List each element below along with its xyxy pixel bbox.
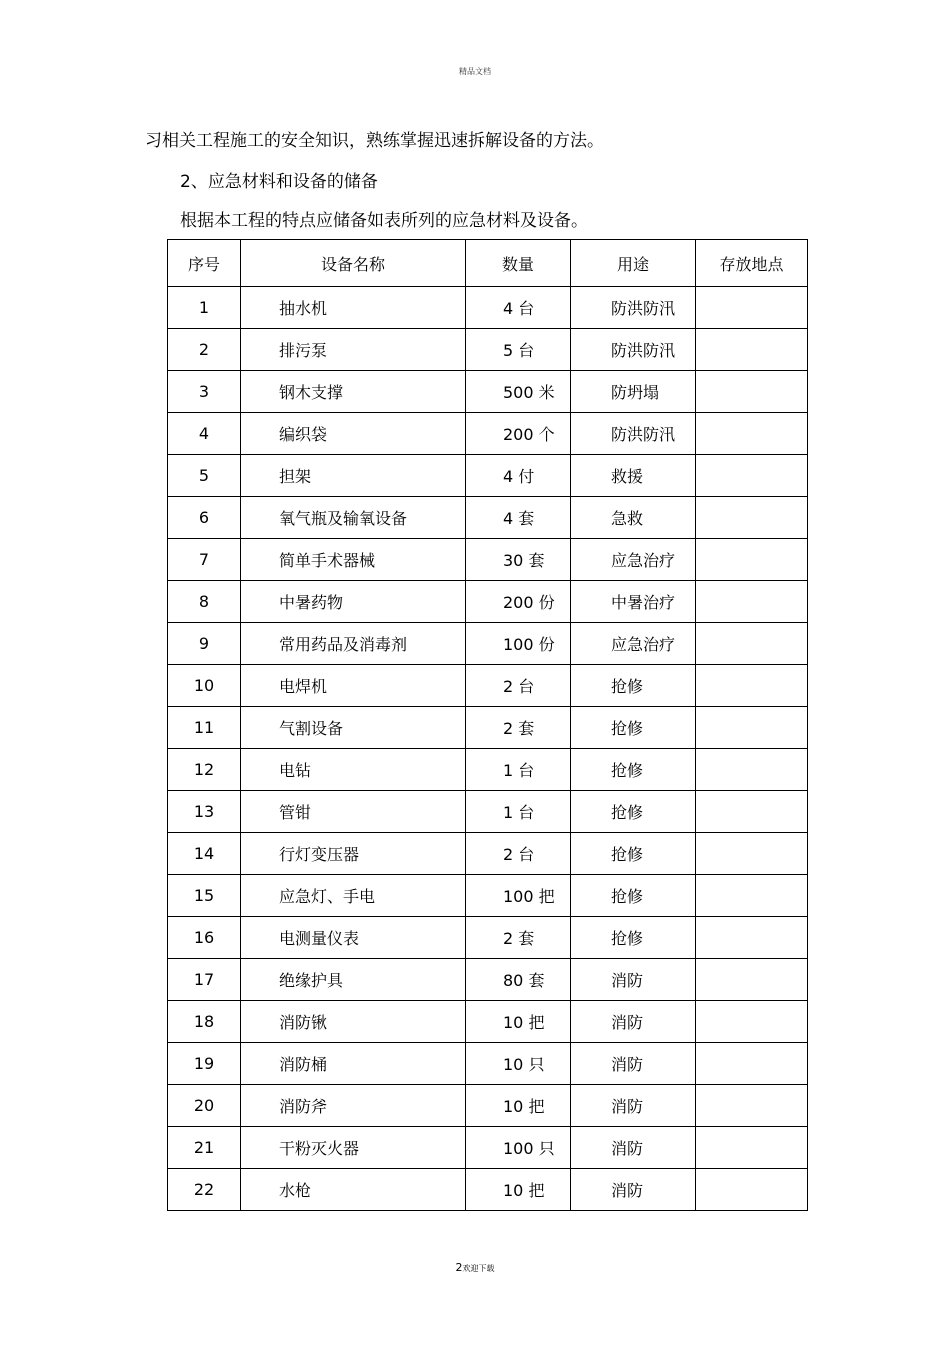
header-seq: 序号 [168,240,241,287]
cell-quantity: 4 套 [466,497,571,539]
cell-seq: 22 [168,1169,241,1211]
cell-quantity: 2 套 [466,707,571,749]
cell-location [696,833,808,875]
paragraph-table-intro: 根据本工程的特点应储备如表所列的应急材料及设备。 [180,211,588,231]
cell-location [696,749,808,791]
cell-purpose: 消防 [571,1085,696,1127]
cell-location [696,791,808,833]
cell-quantity: 2 台 [466,665,571,707]
cell-seq: 8 [168,581,241,623]
cell-quantity: 5 台 [466,329,571,371]
cell-name: 应急灯、手电 [241,875,466,917]
cell-quantity: 10 把 [466,1169,571,1211]
cell-seq: 9 [168,623,241,665]
table-row [168,455,808,497]
cell-location [696,539,808,581]
cell-name: 排污泵 [241,329,466,371]
cell-quantity: 10 把 [466,1085,571,1127]
table-row [168,1085,808,1127]
cell-location [696,707,808,749]
page-header-watermark: 精品文档 [459,67,491,76]
table-row [168,875,808,917]
cell-quantity: 500 米 [466,371,571,413]
cell-seq: 4 [168,413,241,455]
cell-name: 担架 [241,455,466,497]
cell-seq: 15 [168,875,241,917]
table-row [168,959,808,1001]
cell-seq: 16 [168,917,241,959]
table-row [168,287,808,329]
table-row [168,749,808,791]
cell-seq: 2 [168,329,241,371]
cell-purpose: 防洪防汛 [571,287,696,329]
cell-location [696,1127,808,1169]
cell-location [696,623,808,665]
cell-purpose: 中暑治疗 [571,581,696,623]
cell-quantity: 4 台 [466,287,571,329]
cell-purpose: 消防 [571,1127,696,1169]
cell-name: 管钳 [241,791,466,833]
cell-quantity: 80 套 [466,959,571,1001]
cell-purpose: 抢修 [571,875,696,917]
cell-seq: 7 [168,539,241,581]
cell-purpose: 抢修 [571,749,696,791]
header-location: 存放地点 [696,240,808,287]
cell-purpose: 防洪防汛 [571,329,696,371]
table-row [168,1043,808,1085]
cell-quantity: 200 个 [466,413,571,455]
table-body [168,287,808,1211]
table-row [168,833,808,875]
cell-purpose: 消防 [571,1043,696,1085]
cell-name: 消防桶 [241,1043,466,1085]
table-row [168,917,808,959]
cell-location [696,665,808,707]
cell-purpose: 抢修 [571,665,696,707]
cell-seq: 13 [168,791,241,833]
cell-purpose: 急救 [571,497,696,539]
cell-location [696,413,808,455]
table-row [168,329,808,371]
cell-name: 水枪 [241,1169,466,1211]
cell-seq: 18 [168,1001,241,1043]
table-row [168,1127,808,1169]
cell-quantity: 100 份 [466,623,571,665]
cell-seq: 14 [168,833,241,875]
table-row [168,665,808,707]
cell-seq: 20 [168,1085,241,1127]
section-heading-emergency-materials: 2、应急材料和设备的储备 [180,172,378,192]
cell-seq: 5 [168,455,241,497]
footer-text: 欢迎下载 [462,1264,495,1273]
cell-purpose: 救援 [571,455,696,497]
emergency-equipment-table [167,239,808,1211]
cell-name: 电钻 [241,749,466,791]
cell-purpose: 抢修 [571,833,696,875]
cell-quantity: 10 只 [466,1043,571,1085]
table-row [168,581,808,623]
cell-location [696,581,808,623]
cell-name: 常用药品及消毒剂 [241,623,466,665]
page-footer [0,1261,950,1274]
cell-location [696,497,808,539]
cell-seq: 19 [168,1043,241,1085]
cell-quantity: 1 台 [466,749,571,791]
cell-seq: 17 [168,959,241,1001]
cell-quantity: 100 把 [466,875,571,917]
cell-name: 绝缘护具 [241,959,466,1001]
cell-name: 消防斧 [241,1085,466,1127]
cell-location [696,1085,808,1127]
cell-quantity: 2 套 [466,917,571,959]
table-row [168,539,808,581]
cell-seq: 11 [168,707,241,749]
cell-name: 钢木支撑 [241,371,466,413]
cell-name: 电焊机 [241,665,466,707]
cell-purpose: 防洪防汛 [571,413,696,455]
cell-location [696,875,808,917]
header-name: 设备名称 [241,240,466,287]
cell-location [696,455,808,497]
cell-purpose: 消防 [571,1001,696,1043]
cell-location [696,1001,808,1043]
table-row [168,623,808,665]
cell-quantity: 2 台 [466,833,571,875]
cell-quantity: 200 份 [466,581,571,623]
table-row [168,497,808,539]
table-row [168,371,808,413]
cell-purpose: 抢修 [571,791,696,833]
cell-purpose: 消防 [571,1169,696,1211]
page-number: 2 [455,1261,463,1274]
cell-quantity: 4 付 [466,455,571,497]
cell-location [696,1169,808,1211]
cell-seq: 10 [168,665,241,707]
cell-name: 氧气瓶及输氧设备 [241,497,466,539]
header-quantity: 数量 [466,240,571,287]
table-header-row [168,240,808,287]
cell-location [696,371,808,413]
cell-purpose: 应急治疗 [571,623,696,665]
cell-purpose: 应急治疗 [571,539,696,581]
cell-name: 中暑药物 [241,581,466,623]
cell-seq: 12 [168,749,241,791]
cell-location [696,287,808,329]
cell-purpose: 抢修 [571,707,696,749]
table-header [168,240,808,287]
cell-location [696,917,808,959]
cell-purpose: 抢修 [571,917,696,959]
cell-quantity: 100 只 [466,1127,571,1169]
cell-quantity: 10 把 [466,1001,571,1043]
cell-name: 抽水机 [241,287,466,329]
table-row [168,1169,808,1211]
cell-name: 行灯变压器 [241,833,466,875]
cell-location [696,329,808,371]
cell-name: 消防锹 [241,1001,466,1043]
table-row [168,707,808,749]
cell-quantity: 1 台 [466,791,571,833]
cell-name: 干粉灭火器 [241,1127,466,1169]
cell-location [696,959,808,1001]
cell-name: 电测量仪表 [241,917,466,959]
table-row [168,791,808,833]
cell-seq: 3 [168,371,241,413]
cell-quantity: 30 套 [466,539,571,581]
header-purpose: 用途 [571,240,696,287]
paragraph-safety-knowledge: 习相关工程施工的安全知识，熟练掌握迅速拆解设备的方法。 [145,131,604,151]
cell-location [696,1043,808,1085]
cell-seq: 21 [168,1127,241,1169]
cell-seq: 1 [168,287,241,329]
cell-seq: 6 [168,497,241,539]
table-row [168,1001,808,1043]
cell-purpose: 防坍塌 [571,371,696,413]
cell-name: 气割设备 [241,707,466,749]
cell-name: 简单手术器械 [241,539,466,581]
cell-name: 编织袋 [241,413,466,455]
cell-purpose: 消防 [571,959,696,1001]
table-row [168,413,808,455]
